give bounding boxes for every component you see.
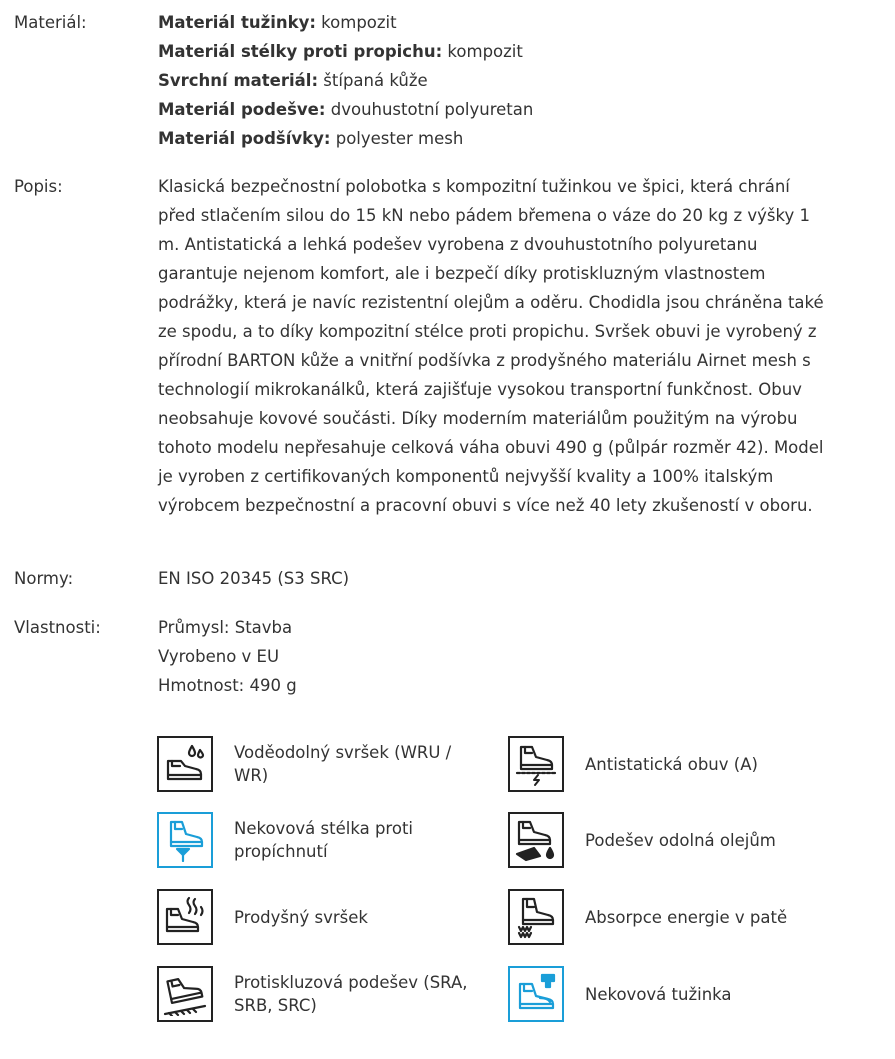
- material-item-key: Materiál podšívky:: [158, 129, 331, 148]
- feature-label: Podešev odolná olejům: [585, 830, 776, 850]
- property-item: Vyrobeno v EU: [158, 647, 280, 666]
- material-item: [158, 95, 838, 124]
- properties-list: [158, 613, 838, 700]
- heel-energy-absorption-icon: [508, 889, 564, 945]
- material-item-value: štípaná kůže: [318, 71, 428, 90]
- nonmetal-insole-icon: [157, 812, 213, 868]
- standards-value: EN ISO 20345 (S3 SRC): [158, 569, 350, 588]
- feature-item: [508, 812, 848, 872]
- feature-label: Absorpce energie v patě: [585, 907, 788, 927]
- material-item: [158, 124, 838, 153]
- feature-item: [508, 966, 848, 1026]
- feature-item: [508, 736, 848, 796]
- material-item-value: kompozit: [442, 42, 523, 61]
- nonmetal-toecap-icon: [508, 966, 564, 1022]
- oil-resistant-sole-icon: [508, 812, 564, 868]
- standards-label: Normy:: [14, 569, 74, 588]
- feature-label: Antistatická obuv (A): [585, 754, 758, 774]
- material-item-key: Svrchní materiál:: [158, 71, 319, 90]
- material-item-key: Materiál stélky proti propichu:: [158, 42, 443, 61]
- feature-item: [157, 966, 497, 1026]
- antistatic-icon: [508, 736, 564, 792]
- feature-item: [157, 889, 497, 949]
- material-item-value: polyester mesh: [330, 129, 464, 148]
- waterproof-upper-icon: [157, 736, 213, 792]
- material-list: [158, 8, 838, 153]
- description-label: Popis:: [14, 177, 63, 196]
- material-item: [158, 37, 838, 66]
- material-item: [158, 66, 838, 95]
- feature-label: Voděodolný svršek (WRU / WR): [234, 743, 452, 785]
- material-item-key: Materiál podešve:: [158, 100, 326, 119]
- feature-label: Nekovová stélka proti propíchnutí: [234, 819, 414, 861]
- feature-item: [508, 889, 848, 949]
- description-text: Klasická bezpečnostní polobotka s kompozitní tužinkou ve špici, která chrání před stlačením silou do 15 kN nebo pádem břemena o váze do 20 kg z výšky 1 m. Antistatická a lehká podešev vyrobena z dvouhustotního polyuretanu garantuje nejenom komfort, ale i bezpečí díky protiskluzným vlastnostem podrážky, která je navíc rezistentní olejům a oděru. Chodidla jsou chráněna také ze spodu, a to díky kompozitní stélce proti propichu. Svršek obuvi je vyrobený z přírodní BARTON kůže a vnitřní podšívka z prodyšného materiálu Airnet mesh s technologií mikrokanálků, která zajišťuje vysokou transportní funkčnost. Obuv neobsahuje kovové součásti. Díky moderním materiálům použitým na výrobu tohoto modelu nepřesahuje celková váha obuvi 490 g (půlpár rozměr 42). Model je vyroben z certifikovaných komponentů nejvyšší kvality a 100% italským výrobcem bezpečnostní a pracovní obuvi s více než 40 lety zkušeností v oboru.: [158, 177, 824, 515]
- feature-label: Protiskluzová podešev (SRA, SRB, SRC): [234, 973, 468, 1015]
- breathable-upper-icon: [157, 889, 213, 945]
- feature-label: Nekovová tužinka: [585, 984, 732, 1004]
- property-item: Průmysl: Stavba: [158, 618, 293, 637]
- material-item-key: Materiál tužinky:: [158, 13, 316, 32]
- material-item-value: kompozit: [315, 13, 397, 32]
- properties-label: Vlastnosti:: [14, 618, 101, 637]
- feature-item: [157, 736, 497, 796]
- material-label: Materiál:: [14, 13, 87, 32]
- property-item: Hmotnost: 490 g: [158, 676, 297, 695]
- material-item-value: dvouhustotní polyuretan: [325, 100, 534, 119]
- slip-resistant-sole-icon: [157, 966, 213, 1022]
- material-item: [158, 8, 838, 37]
- feature-item: [157, 812, 497, 872]
- feature-label: Prodyšný svršek: [234, 907, 368, 927]
